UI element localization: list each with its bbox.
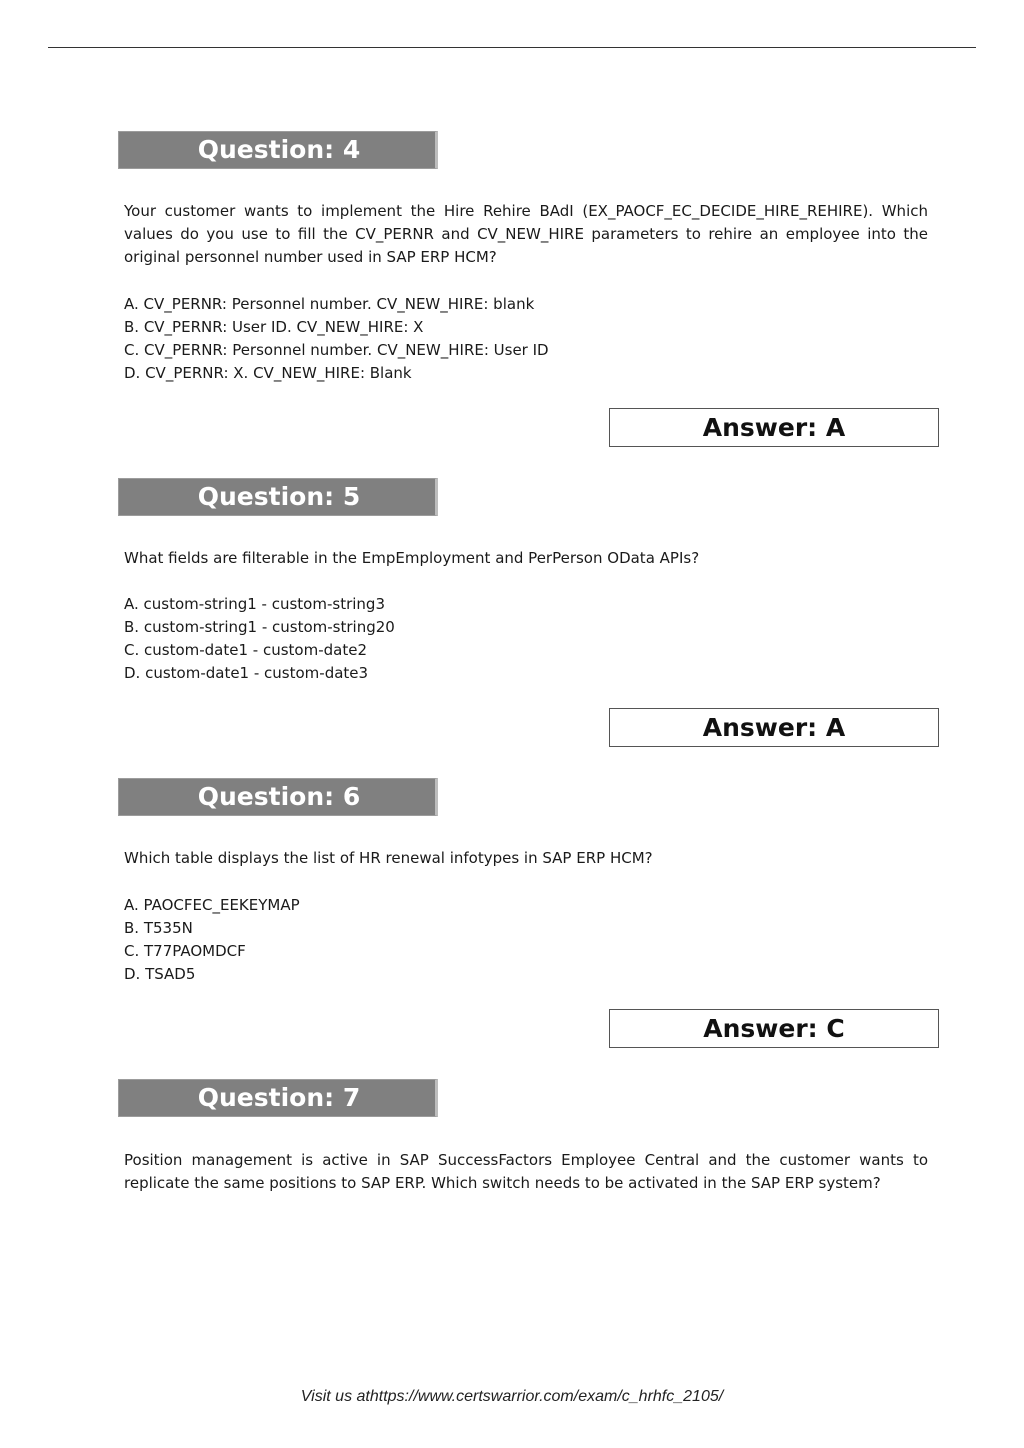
question-4-option-b: B. CV_PERNR: User ID. CV_NEW_HIRE: X [124, 318, 424, 336]
question-4-answer: Answer: A [702, 413, 846, 442]
question-5-answer-box [609, 708, 939, 747]
question-6-text: Which table displays the list of HR renewal infotypes in SAP ERP HCM? [124, 849, 653, 867]
question-6-header [118, 778, 438, 816]
question-6-option-a: A. PAOCFEC_EEKEYMAP [124, 896, 300, 914]
question-4-answer-box [609, 408, 939, 447]
question-5-title: Question: 5 [197, 482, 361, 511]
question-4-option-a: A. CV_PERNR: Personnel number. CV_NEW_HIRE: blank [124, 295, 535, 313]
question-5-header [118, 478, 438, 516]
question-4-text: Your customer wants to implement the Hire Rehire BAdI (EX_PAOCF_EC_DECIDE_HIRE_REHIRE). Which values do you use to fill the CV_PERNR and CV_NEW_HIRE parameters to rehire an employee into the original personnel number used in SAP ERP HCM? [124, 202, 928, 266]
top-rule [48, 47, 976, 48]
question-6-answer-box [609, 1009, 939, 1048]
footer-visit-link[interactable]: Visit us athttps://www.certswarrior.com/exam/c_hrhfc_2105/ [300, 1388, 724, 1405]
question-4-options [124, 293, 928, 385]
question-7-text: Position management is active in SAP SuccessFactors Employee Central and the customer wants to replicate the same positions to SAP ERP. Which switch needs to be activated in the SAP ERP system? [124, 1151, 928, 1192]
question-5-text: What fields are filterable in the EmpEmployment and PerPerson OData APIs? [124, 549, 700, 567]
question-5-answer: Answer: A [702, 713, 846, 742]
question-5-option-a: A. custom-string1 - custom-string3 [124, 595, 385, 613]
question-4-option-d: D. CV_PERNR: X. CV_NEW_HIRE: Blank [124, 364, 412, 382]
question-7-title: Question: 7 [197, 1083, 361, 1112]
question-5-options [124, 593, 928, 685]
question-7-header [118, 1079, 438, 1117]
question-5-option-c: C. custom-date1 - custom-date2 [124, 641, 367, 659]
question-5-option-d: D. custom-date1 - custom-date3 [124, 664, 369, 682]
question-4-header [118, 131, 438, 169]
question-4-option-c: C. CV_PERNR: Personnel number. CV_NEW_HIRE: User ID [124, 341, 549, 359]
question-5-option-b: B. custom-string1 - custom-string20 [124, 618, 395, 636]
question-6-option-d: D. TSAD5 [124, 965, 196, 983]
question-6-option-c: C. T77PAOMDCF [124, 942, 246, 960]
question-6-answer: Answer: C [703, 1014, 845, 1043]
question-6-option-b: B. T535N [124, 919, 193, 937]
question-4-title: Question: 4 [197, 135, 361, 164]
question-6-options [124, 894, 928, 986]
question-6-title: Question: 6 [197, 782, 361, 811]
